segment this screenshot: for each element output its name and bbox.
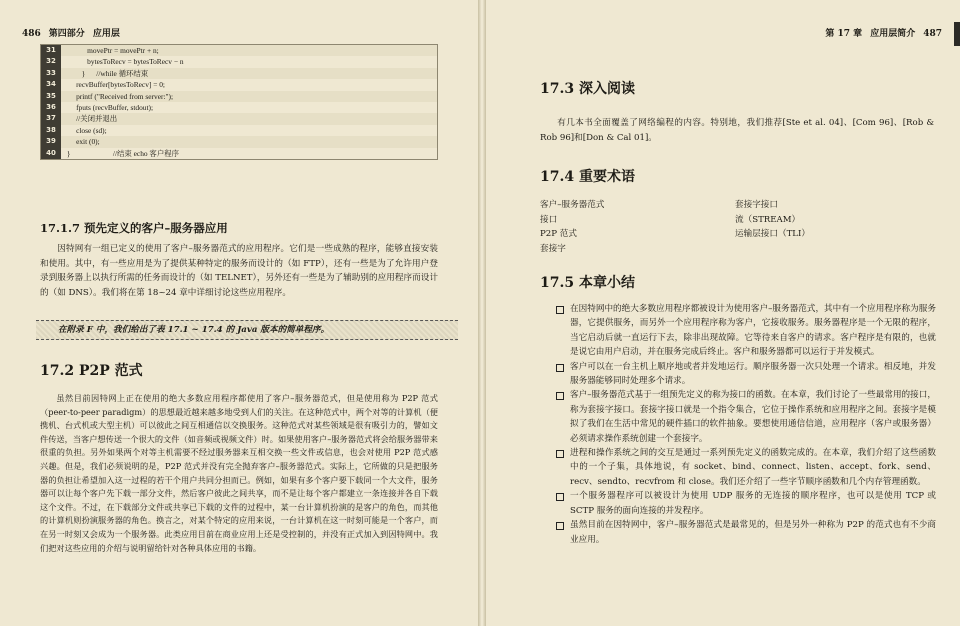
appendix-note: 在附录 F 中，我们给出了表 17.1 ~ 17.4 的 Java 版本的简单程序。 bbox=[36, 320, 458, 340]
summary-item-text: 在因特网中的绝大多数应用程序都被设计为使用客户–服务器范式，其中有一个应用程序称为服务器，它提供服务，而另外一个应用程序称为客户，它接收服务。服务器程序是一个无限的程序，当它启动后就一直运行下去，除非出现故障。它等待来自客户的请求。客户程序是有限的，也就是说它由用户启动，并在服务完成后终止。客户和服务器都可以运行于并发模式。 bbox=[570, 304, 936, 358]
code-text: movePtr = movePtr + n; bbox=[61, 45, 437, 56]
line-number: 37 bbox=[41, 113, 61, 124]
line-number: 34 bbox=[41, 79, 61, 90]
page-edge-tab bbox=[954, 22, 960, 46]
key-term: P2P 范式 bbox=[540, 229, 577, 239]
code-text: } //while 循环结束 bbox=[61, 68, 437, 79]
code-text: } //结束 echo 客户程序 bbox=[65, 148, 179, 158]
left-part-label: 第四部分 bbox=[48, 29, 85, 39]
code-line bbox=[41, 102, 437, 113]
code-listing bbox=[40, 44, 438, 160]
summary-item bbox=[556, 388, 936, 446]
summary-item bbox=[556, 489, 936, 518]
section-17-4-heading: 17.4 重要术语 bbox=[540, 169, 635, 185]
checkbox-bullet-icon bbox=[556, 392, 564, 400]
checkbox-bullet-icon bbox=[556, 364, 564, 372]
line-number: 35 bbox=[41, 91, 61, 102]
line-number: 38 bbox=[41, 125, 61, 136]
line-number: 40 bbox=[41, 148, 61, 159]
section-17-3-body: 有几本书全面覆盖了网络编程的内容。特别地，我们推荐[Ste et al. 04]、[Com 96]、[Rob & Rob 96]和[Don & Cal 01]。 bbox=[540, 118, 934, 143]
summary-item-text: 进程和操作系统之间的交互是通过一系列预先定义的函数完成的。在本章，我们介绍了这些函数中的一个子集，具体地说，有 socket、bind、connect、listen、accept、fork、send、recv、sendto、recvfrom 和 close。我们还介绍了一些字节顺序函数和几个内存管理函数。 bbox=[570, 448, 936, 487]
book-gutter bbox=[478, 0, 486, 626]
line-number: 36 bbox=[41, 102, 61, 113]
summary-item bbox=[556, 360, 936, 389]
left-running-header bbox=[22, 26, 128, 39]
key-term: 流（STREAM） bbox=[735, 214, 801, 225]
code-line bbox=[41, 125, 437, 136]
code-text: printf ("Received from server:"); bbox=[61, 91, 437, 102]
key-term: 客户–服务器范式 bbox=[540, 200, 605, 210]
code-line bbox=[41, 45, 437, 56]
code-line bbox=[41, 148, 437, 159]
checkbox-bullet-icon bbox=[556, 493, 564, 501]
left-page-number: 486 bbox=[22, 29, 41, 39]
section-17-2-body: 虽然目前因特网上正在使用的绝大多数应用程序都使用了客户–服务器范式，但是使用称为 P2P 范式（peer-to-peer paradigm）的思想最近越来越多地受到人们的关注。在这种范式中，两个对等的计算机（便携机、台式机或大型主机）可以彼此之间互相通信以交换服务。这种范式对某些领域是很有吸引力的，譬如文件传送，当客户想传送一个很大的文件（如音频或视频文件）时。如果使用客户–服务器范式将会给服务器带来很重的负担。另外如果两个对等主机需要不经过服务器来互相交换一些文件或信息，也会对使用 P2P 范式感兴趣。但是，我们必须说明的是，P2P 范式并没有完全抛弃客户–服务器范式。实际上，它所做的只是把服务器的负担让希望加入这一过程的若干个用户共同分担而已。例如，如果有多个客户要下载同一个大文件，服务器可以让每个客户先下载一部分文件，然后客户彼此之间共享，而不是让每个客户都建立一条连接并各自下载这个文件。不过，在下载部分文件或共享已下载的文件的过程中，某一台计算机扮演的是客户的角色，而其他的计算机则扮演服务器的角色。换言之，对某个特定的应用来说，一台计算机在这一时刻可能是一个客户，而在另一时刻又会成为一个服务器。此类应用目前在商业应用上还是受控制的，并没有正式加入到因特网中。我们把对这些应用的介绍与说明留给针对各种具体应用的书籍。 bbox=[40, 393, 438, 553]
right-page-number: 487 bbox=[923, 29, 942, 39]
code-line bbox=[41, 91, 437, 102]
line-number: 31 bbox=[41, 45, 61, 56]
code-text: bytesToRecv = bytesToRecv − n bbox=[65, 57, 184, 67]
right-chapter-label: 第 17 章 bbox=[825, 29, 863, 39]
line-number: 33 bbox=[41, 68, 61, 79]
code-text: close (sd); bbox=[65, 125, 107, 135]
right-header-title: 应用层简介 bbox=[870, 29, 916, 39]
section-17-1-7-body: 因特网有一组已定义的使用了客户–服务器范式的应用程序。它们是一些成熟的程序，能够直接安装和使用。其中，有一些应用是为了提供某种特定的服务而设计的（如 FTP），还有一些是为了允许用户登录到服务器上以执行所需的任务而设计的（如 TELNET），另外还有一些是为了辅助别的应用程序而设计的（如 DNS）。我们将在第 18~24 章中详细讨论这些应用程序。 bbox=[40, 244, 438, 298]
section-17-1-7-heading: 17.1.7 预先定义的客户–服务器应用 bbox=[40, 221, 228, 235]
summary-item bbox=[556, 302, 936, 360]
summary-item-text: 一个服务器程序可以被设计为使用 UDP 服务的无连接的顺序程序，也可以是使用 TCP 或 SCTP 服务的面向连接的并发程序。 bbox=[570, 491, 936, 516]
key-term: 套接字 bbox=[540, 243, 566, 254]
checkbox-bullet-icon bbox=[556, 522, 564, 530]
summary-list bbox=[556, 302, 936, 547]
section-17-5-heading: 17.5 本章小结 bbox=[540, 275, 635, 291]
code-text: recvBuffer[bytesToRecv] = 0; bbox=[65, 80, 165, 90]
summary-item-text: 虽然目前在因特网中，客户–服务器范式是最常见的，但是另外一种称为 P2P 的范式也有不少商业应用。 bbox=[570, 520, 936, 545]
code-text: exit (0); bbox=[61, 136, 437, 147]
key-term: 接口 bbox=[540, 214, 558, 225]
line-number: 32 bbox=[41, 56, 61, 67]
key-term: 套接字接口 bbox=[735, 200, 778, 210]
summary-item-text: 客户可以在一台主机上顺序地或者并发地运行。顺序服务器一次只处理一个请求。相反地，并发服务器能够同时处理多个请求。 bbox=[570, 361, 936, 387]
checkbox-bullet-icon bbox=[556, 306, 564, 314]
left-page bbox=[0, 0, 478, 626]
section-17-2-heading: 17.2 P2P 范式 bbox=[40, 363, 143, 379]
code-line bbox=[41, 113, 437, 124]
checkbox-bullet-icon bbox=[556, 450, 564, 458]
line-number: 39 bbox=[41, 136, 61, 147]
key-term: 运输层接口（TLI） bbox=[735, 229, 810, 239]
code-line bbox=[41, 79, 437, 90]
key-terms-list bbox=[540, 198, 930, 256]
left-header-title: 应用层 bbox=[92, 29, 120, 39]
right-running-header bbox=[825, 26, 950, 39]
summary-item-text: 客户–服务器范式基于一组预先定义的称为接口的函数。在本章，我们讨论了一些最常用的接口，称为套接字接口。套接字接口就是一个指令集合，它位于操作系统和应用程序之间。套接字是模拟了我们在生活中常见的硬件插口的软件抽象。要想使用通信信道，应用程序（客户或服务器）必须请求操作系统创建一个套接字。 bbox=[570, 390, 936, 444]
code-line bbox=[41, 68, 437, 79]
section-17-3-heading: 17.3 深入阅读 bbox=[540, 81, 635, 97]
summary-item bbox=[556, 446, 936, 489]
summary-item bbox=[556, 518, 936, 547]
code-line bbox=[41, 136, 437, 147]
code-text: fputs (recvBuffer, stdout); bbox=[65, 102, 154, 112]
code-text: //关闭并退出 bbox=[61, 113, 437, 124]
code-line bbox=[41, 56, 437, 67]
key-term bbox=[735, 242, 930, 257]
